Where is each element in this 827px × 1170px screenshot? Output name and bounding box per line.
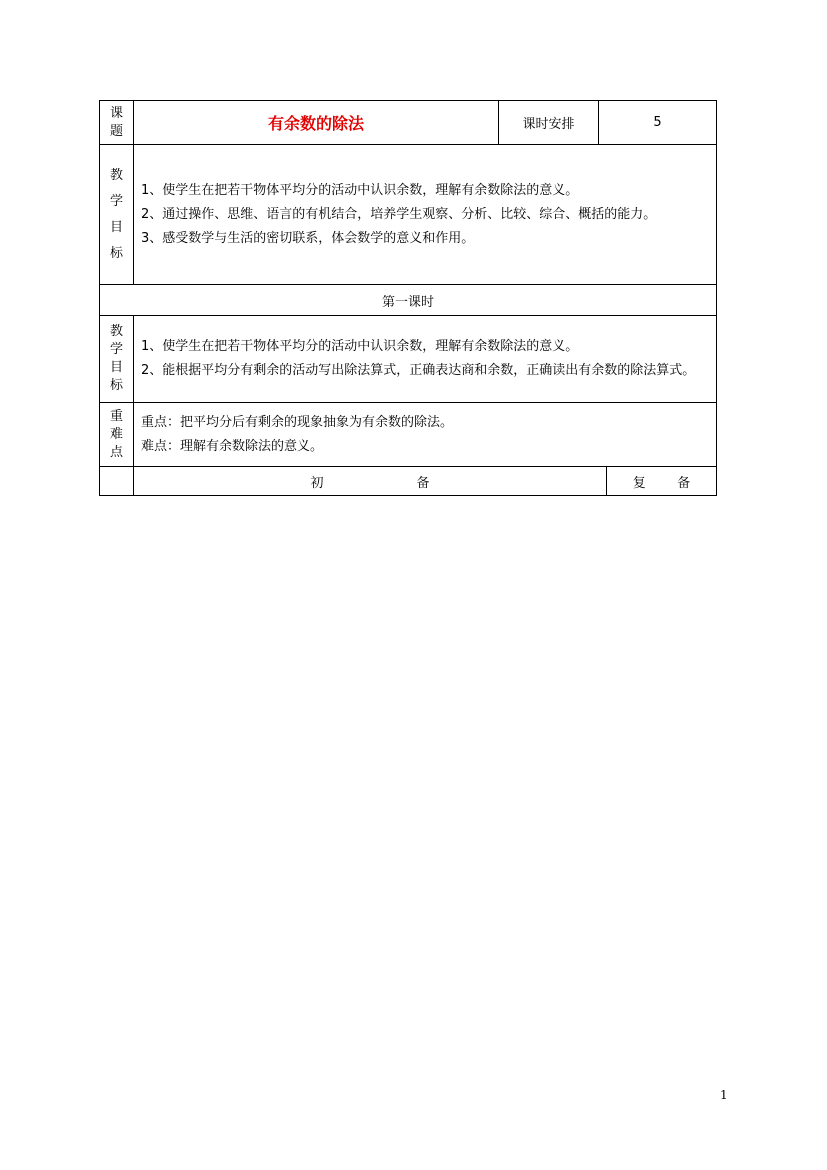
goal-item: 3、感受数学与生活的密切联系，体会数学的意义和作用。 [141,230,475,246]
key-points-row [100,403,717,467]
review-prep-header: 复 备 [607,467,717,496]
key-points-content [134,403,717,467]
schedule-value: 5 [599,101,717,145]
prep-blank-cell [100,467,134,496]
key-point: 重点：把平均分后有剩余的现象抽象为有余数的除法。 [141,414,454,430]
lesson-goals-row [100,316,717,403]
topic-row [100,101,717,145]
lesson-plan-table [99,100,717,496]
page-number: 1 [720,1088,728,1102]
schedule-label: 课时安排 [499,101,599,145]
initial-prep-header: 初 备 [134,467,607,496]
teaching-goals-row [100,145,717,285]
lesson-goal-item: 2、能根据平均分有剩余的活动写出除法算式，正确表达商和余数，正确读出有余数的除法算式。 [141,363,696,378]
lesson-goals-label: 教 学 目 标 [100,316,134,403]
teaching-goals-label: 教 学 目 标 [100,145,134,285]
prep-row [100,467,717,496]
lesson-goal-item: 1、使学生在把若干物体平均分的活动中认识余数，理解有余数除法的意义。 [141,339,579,354]
topic-title: 有余数的除法 [134,101,499,145]
lesson-goals-content [134,316,717,403]
key-points-label: 重 难 点 [100,403,134,467]
goal-item: 1、使学生在把若干物体平均分的活动中认识余数，理解有余数除法的意义。 [141,182,579,198]
topic-label: 课 题 [100,101,134,145]
goal-item: 2、通过操作、思维、语言的有机结合，培养学生观察、分析、比较、综合、概括的能力。 [141,206,657,222]
lesson-title: 第一课时 [100,285,717,316]
difficult-point: 难点：理解有余数除法的意义。 [141,438,324,454]
teaching-goals-content [134,145,717,285]
lesson-title-row [100,285,717,316]
